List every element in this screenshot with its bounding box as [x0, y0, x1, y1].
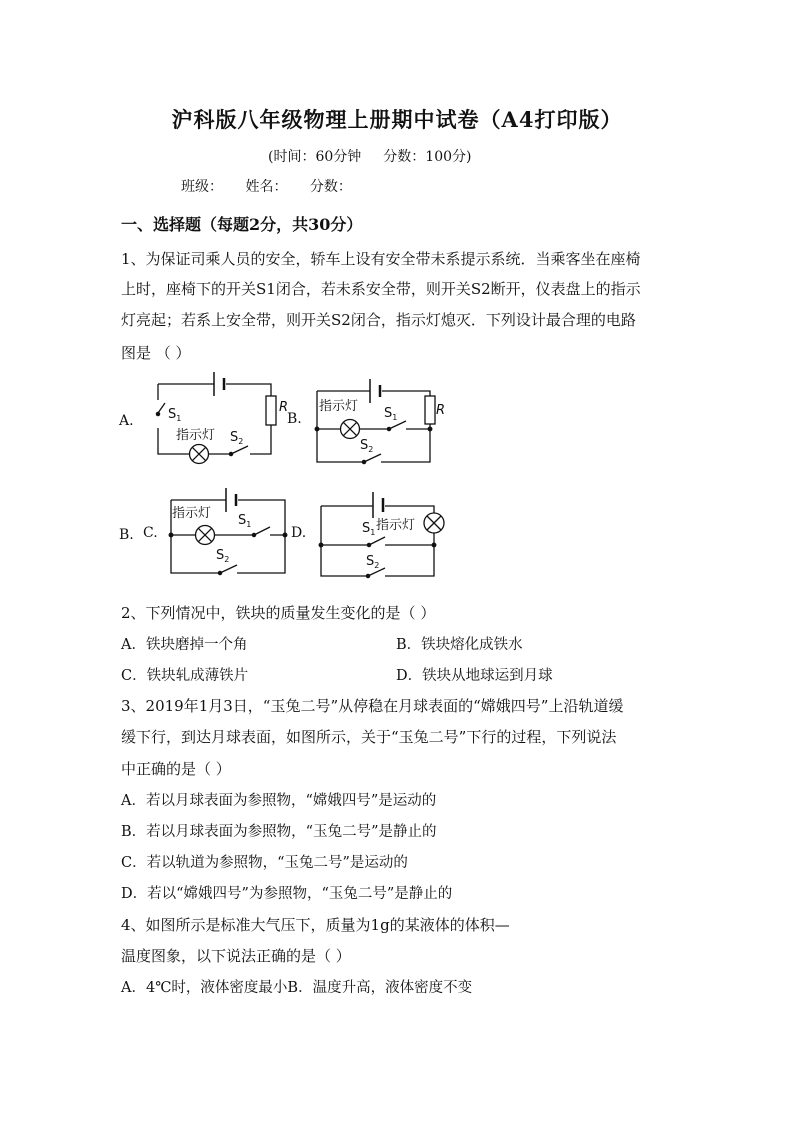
q1-line-4: 图是 （ ） [121, 344, 191, 362]
circuit-c-s1-label: $S_1$ [238, 513, 252, 529]
circuit-a-lamp-label: 指示灯 [176, 428, 216, 443]
diagram-label-b-top: B. [287, 411, 302, 427]
diagram-label-c: C. [143, 525, 158, 541]
q3-option-b: B．若以月球表面为参照物，“玉兔二号”是静止的 [121, 824, 437, 840]
circuit-b-s1-label: $S_1$ [384, 406, 398, 422]
score-label: 分数： [309, 179, 352, 195]
circuit-a-s2-label: $S_2$ [230, 430, 244, 446]
diagram-label-b-bottom: B. [119, 527, 134, 543]
q3-line-2: 缓下行，到达月球表面，如图所示，关于“玉兔二号”下行的过程，下列说法 [121, 728, 617, 746]
circuit-d-s1-label: $S_1$ [362, 521, 376, 537]
q2-stem: 2、下列情况中，铁块的质量发生变化的是（ ） [121, 604, 436, 622]
circuit-d [319, 492, 444, 578]
q2-option-b: B．铁块熔化成铁水 [396, 637, 523, 653]
name-label: 姓名： [245, 179, 288, 195]
q3-option-c: C．若以轨道为参照物，“玉兔二号”是运动的 [121, 855, 408, 871]
q1-line-3: 灯亮起；若系上安全带，则开关S2闭合，指示灯熄灭．下列设计最合理的电路 [121, 311, 636, 329]
q4-line-2: 温度图象，以下说法正确的是（ ） [121, 947, 351, 965]
circuit-b-s2-label: $S_2$ [360, 438, 374, 454]
circuit-c-lamp-label: 指示灯 [172, 506, 212, 521]
q2-option-c: C．铁块轧成薄铁片 [121, 668, 249, 684]
class-label: 班级： [181, 179, 223, 195]
q4-option-a: A．4℃时，液体密度最小B．温度升高，液体密度不变 [121, 980, 473, 996]
exam-time: (时间：60分钟 [268, 149, 362, 165]
q3-option-a: A．若以月球表面为参照物，“嫦娥四号”是运动的 [121, 793, 437, 809]
q3-option-d: D．若以“嫦娥四号”为参照物，“玉兔二号”是静止的 [121, 886, 453, 902]
exam-total-score: 分数：100分) [383, 149, 472, 165]
q2-option-d: D．铁块从地球运到月球 [396, 668, 553, 684]
circuit-a-r-label: R [279, 400, 289, 415]
q2-option-a: A．铁块磨掉一个角 [121, 637, 248, 653]
q4-line-1: 4、如图所示是标准大气压下，质量为1g的某液体的体积— [121, 916, 510, 934]
section-title: 一、选择题（每题2分，共30分） [121, 215, 363, 234]
q1-line-1: 1、为保证司乘人员的安全，轿车上设有安全带未系提示系统．当乘客坐在座椅 [121, 250, 641, 268]
circuit-b [315, 379, 435, 464]
diagram-label-d: D. [291, 525, 307, 541]
circuit-d-s2-label: $S_2$ [366, 554, 380, 570]
circuit-b-r-label: R [436, 403, 446, 418]
diagram-label-a: A. [119, 413, 134, 429]
circuit-a-s1-label: $S_1$ [168, 407, 182, 423]
page-title: 沪科版八年级物理上册期中试卷（A4打印版） [171, 107, 623, 132]
q1-line-2: 上时，座椅下的开关S1闭合，若未系安全带，则开关S2断开，仪表盘上的指示 [121, 280, 641, 298]
q3-line-3: 中正确的是（ ） [121, 760, 231, 778]
q3-line-1: 3、2019年1月3日，“玉兔二号”从停稳在月球表面的“嫦娥四号”上沿轨道缓 [121, 697, 624, 715]
circuit-d-lamp-label: 指示灯 [376, 518, 416, 533]
circuit-c-s2-label: $S_2$ [216, 548, 230, 564]
circuit-b-lamp-label: 指示灯 [319, 399, 359, 414]
